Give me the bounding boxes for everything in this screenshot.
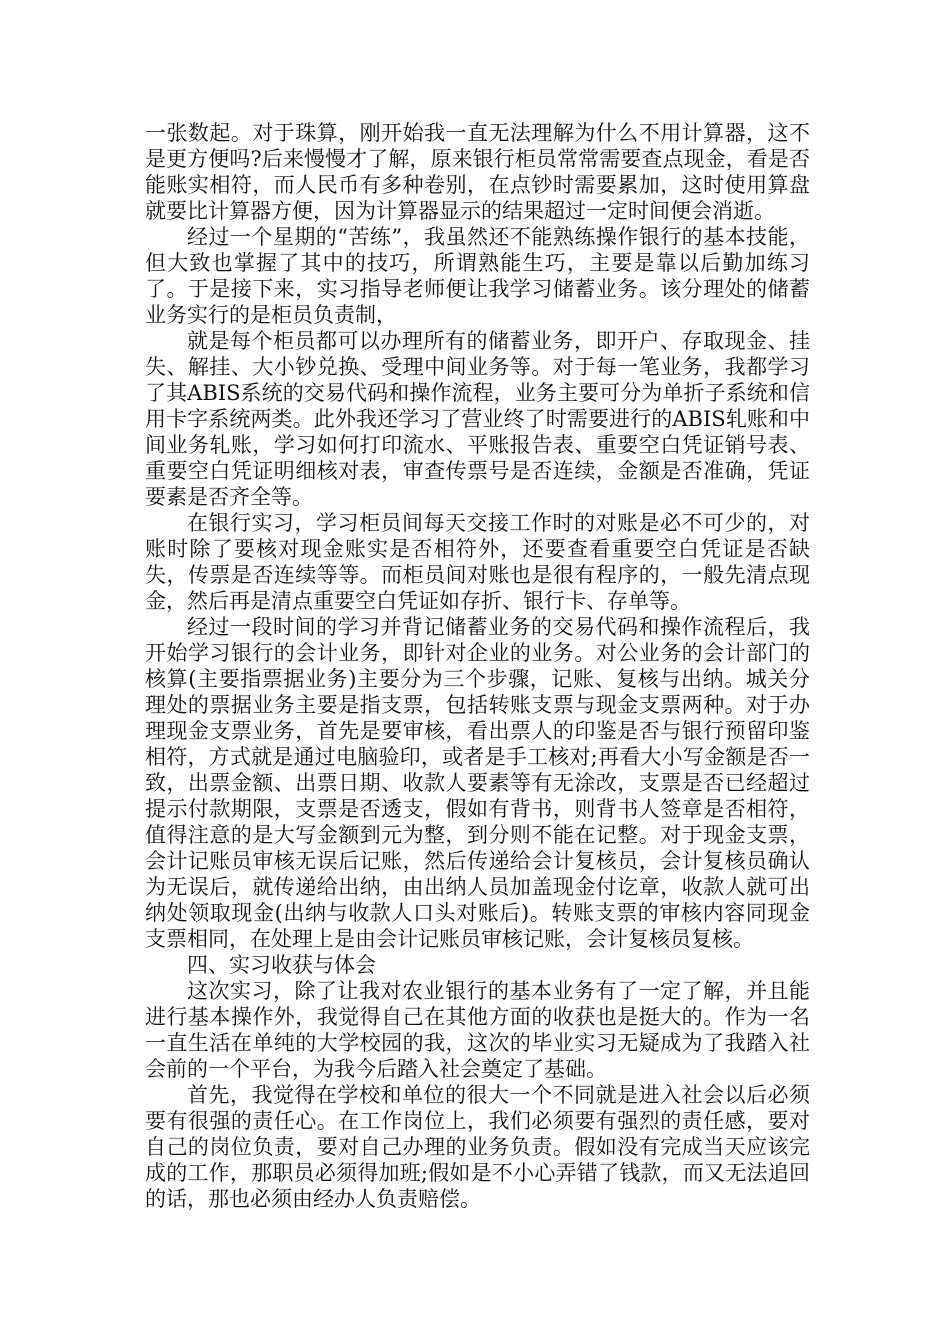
document-body (145, 120, 810, 1212)
paragraph-3: 就是每个柜员都可以办理所有的储蓄业务，即开户、存取现金、挂失、解挂、大小钞兑换、受理中间业务等。对于每一笔业务，我都学习了其ABIS系统的交易代码和操作流程，业务主要可分为单折子系统和信用卡字系统两类。此外我还学习了营业终了时需要进行的ABIS轧账和中间业务轧账，学习如何打印流水、平账报告表、重要空白凭证销号表、重要空白凭证明细核对表，审查传票号是否连续，金额是否准确，凭证要素是否齐全等。 (145, 329, 810, 509)
paragraph-7: 首先，我觉得在学校和单位的很大一个不同就是进入社会以后必须要有很强的责任心。在工作岗位上，我们必须要有强烈的责任感，要对自己的岗位负责，要对自己办理的业务负责。假如没有完成当天应该完成的工作，那职员必须得加班;假如是不小心弄错了钱款，而又无法追回的话，那也必须由经办人负责赔偿。 (145, 1083, 810, 1211)
section-heading: 四、实习收获与体会 (187, 953, 376, 977)
paragraph-5: 经过一段时间的学习并背记储蓄业务的交易代码和操作流程后，我开始学习银行的会计业务，即针对企业的业务。对公业务的会计部门的核算(主要指票据业务)主要分为三个步骤，记账、复核与出纳。城关分理处的票据业务主要是指支票，包括转账支票与现金支票两种。对于办理现金支票业务，首先是要审核，看出票人的印鉴是否与银行预留印鉴相符，方式就是通过电脑验印，或者是手工核对;再看大小写金额是否一致，出票金额、出票日期、收款人要素等有无涂改，支票是否已经超过提示付款期限，支票是否透支，假如有背书，则背书人签章是否相符，值得注意的是大写金额到元为整，到分则不能在记整。对于现金支票，会计记账员审核无误后记账，然后传递给会计复核员，会计复核员确认为无误后，就传递给出纳，由出纳人员加盖现金付讫章，收款人就可出纳处领取现金(出纳与收款人口头对账后)。转账支票的审核内容同现金支票相同，在处理上是由会计记账员审核记账，会计复核员复核。 (145, 615, 810, 951)
paragraph-4: 在银行实习，学习柜员间每天交接工作时的对账是必不可少的，对账时除了要核对现金账实是否相符外，还要查看重要空白凭证是否缺失，传票是否连续等等。而柜员间对账也是很有程序的，一般先清点现金，然后再是清点重要空白凭证如存折、银行卡、存单等。 (145, 511, 810, 613)
paragraph-6: 这次实习，除了让我对农业银行的基本业务有了一定了解，并且能进行基本操作外，我觉得自己在其他方面的收获也是挺大的。作为一名一直生活在单纯的大学校园的我，这次的毕业实习无疑成为了我踏入社会前的一个平台，为我今后踏入社会奠定了基础。 (145, 979, 810, 1081)
paragraph-1: 一张数起。对于珠算，刚开始我一直无法理解为什么不用计算器，这不是更方便吗?后来慢慢才了解，原来银行柜员常常需要查点现金，看是否能账实相符，而人民币有多种卷别，在点钞时需要累加，这时使用算盘就要比计算器方便，因为计算器显示的结果超过一定时间便会消逝。 (145, 121, 810, 223)
paragraph-2: 经过一个星期的“苦练”，我虽然还不能熟练操作银行的基本技能，但大致也掌握了其中的技巧，所谓熟能生巧，主要是靠以后勤加练习了。于是接下来，实习指导老师便让我学习储蓄业务。该分理处的储蓄业务实行的是柜员负责制， (145, 225, 810, 327)
